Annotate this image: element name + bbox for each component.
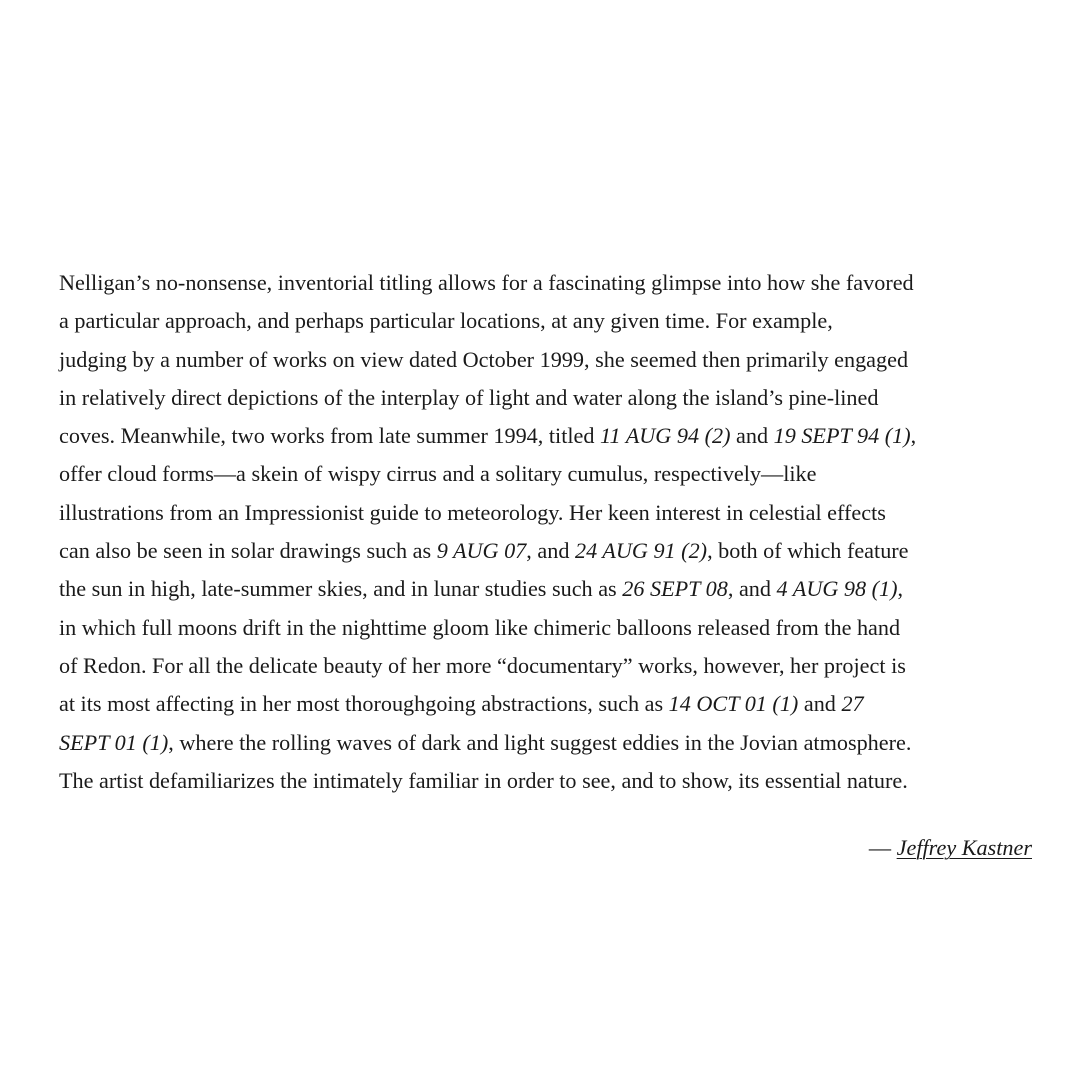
paragraph-line [59, 264, 1049, 302]
author-link[interactable]: Jeffrey Kastner [896, 835, 1032, 860]
paragraph-text: , both of which feature [707, 538, 909, 564]
paragraph-text: , and [526, 538, 575, 564]
paragraph-text: can also be seen in solar drawings such as [59, 538, 437, 564]
paragraph-line [59, 724, 1049, 762]
artwork-title: 4 AUG 98 (1) [776, 576, 898, 602]
paragraph-text: in which full moons drift in the nighttime gloom like chimeric balloons released from the hand [59, 614, 901, 640]
artwork-title: 26 SEPT 08 [622, 576, 728, 602]
paragraph-line [59, 494, 1049, 532]
paragraph-text: offer cloud forms—a skein of wispy cirrus and a solitary cumulus, respectively—like [59, 461, 817, 487]
paragraph-text: , and [727, 576, 777, 602]
paragraph-line [59, 762, 1049, 800]
paragraph-text: of Redon. For all the delicate beauty of her more “documentary” works, however, her project is [59, 652, 906, 678]
artwork-title: 14 OCT 01 (1) [668, 691, 799, 717]
paragraph-text: a particular approach, and perhaps particular locations, at any given time. For example, [59, 308, 833, 334]
paragraph-text: at its most affecting in her most thoroughgoing abstractions, such as [59, 691, 669, 717]
paragraph-line [59, 532, 1049, 570]
artwork-title: 19 SEPT 94 (1) [773, 423, 911, 449]
paragraph-text: the sun in high, late-summer skies, and in lunar studies such as [59, 576, 623, 602]
paragraph-line [59, 609, 1049, 647]
paragraph-line [59, 647, 1049, 685]
review-paragraph [59, 264, 1049, 800]
paragraph-text: Nelligan’s no-nonsense, inventorial titling allows for a fascinating glimpse into how she favored [59, 270, 914, 295]
paragraph-line [59, 302, 1049, 340]
artwork-title: 11 AUG 94 (2) [600, 423, 731, 449]
paragraph-text: , [910, 423, 917, 449]
paragraph-line [59, 379, 1049, 417]
paragraph-text: and [730, 423, 774, 449]
paragraph-line [59, 417, 1049, 455]
artwork-title: 24 AUG 91 (2) [574, 538, 708, 564]
artwork-title: 27 [841, 691, 864, 717]
byline [869, 833, 1032, 863]
paragraph-line [59, 455, 1049, 493]
paragraph-text: illustrations from an Impressionist guide to meteorology. Her keen interest in celestial effects [59, 499, 886, 525]
paragraph-text: , [897, 576, 904, 602]
paragraph-line [59, 685, 1049, 723]
paragraph-line [59, 341, 1049, 379]
paragraph-line [59, 570, 1049, 608]
byline-dash: — [868, 835, 897, 860]
paragraph-text: coves. Meanwhile, two works from late summer 1994, titled [59, 423, 601, 449]
artwork-title: SEPT 01 (1) [59, 729, 169, 755]
paragraph-text: judging by a number of works on view dated October 1999, she seemed then primarily engaged [59, 346, 909, 372]
paragraph-text: The artist defamiliarizes the intimately familiar in order to see, and to show, its essential nature. [59, 767, 908, 793]
paragraph-text: and [798, 691, 842, 717]
paragraph-text: , where the rolling waves of dark and light suggest eddies in the Jovian atmosphere. [168, 729, 912, 755]
artwork-title: 9 AUG 07 [436, 538, 527, 564]
paragraph-text: in relatively direct depictions of the interplay of light and water along the island’s pine-lined [59, 384, 879, 410]
